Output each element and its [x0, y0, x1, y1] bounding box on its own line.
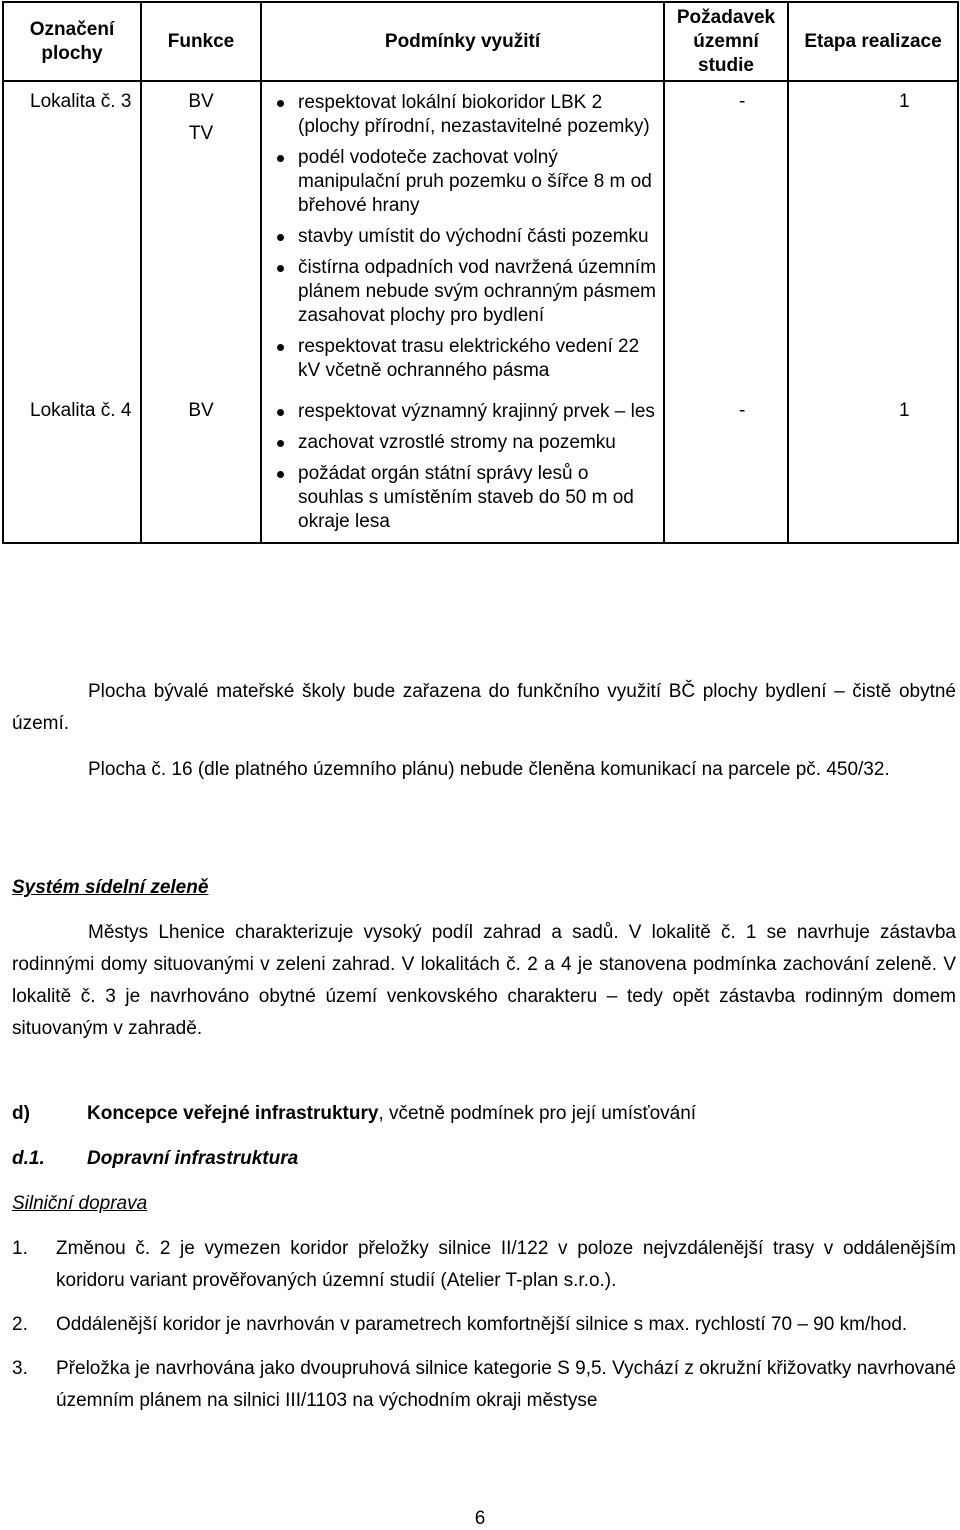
- bullet-icon: [277, 344, 284, 351]
- cell-etapa: [788, 81, 958, 391]
- list-item: [12, 1309, 956, 1341]
- section-d1-heading: [12, 1148, 298, 1170]
- conditions-list: [262, 400, 659, 534]
- table-row: [3, 391, 958, 543]
- table-header-row: [3, 2, 958, 81]
- header-etapa: Etapa realizace: [788, 2, 958, 81]
- condition-text: podél vodoteče zachovat volný manipulační pruh pozemku o šířce 8 m od břehové hrany: [298, 147, 652, 216]
- list-item: [262, 256, 659, 328]
- table-row: [3, 81, 958, 391]
- condition-text: požádat orgán státní správy lesů o souhlas s umístěním staveb do 50 m od okraje lesa: [298, 463, 634, 532]
- funkce-code: BV: [188, 400, 214, 421]
- paragraph-plocha-16: Plocha č. 16 (dle platného územního plánu) nebude členěna komunikací na parcele pč. 450/32.: [88, 759, 890, 780]
- section-number: d.1.: [12, 1148, 45, 1169]
- bullet-icon: [277, 265, 284, 272]
- list-number: 2.: [12, 1314, 28, 1335]
- cell-lokalita: [3, 81, 141, 391]
- page-number: 6: [474, 1508, 486, 1529]
- pozadavek-value: -: [739, 400, 746, 421]
- funkce-code: TV: [188, 123, 214, 144]
- list-number: 1.: [12, 1238, 28, 1259]
- header-pozadavek: Požadavek územní studie: [664, 2, 788, 81]
- bullet-icon: [277, 234, 284, 241]
- condition-text: respektovat významný krajinný prvek – les: [298, 401, 655, 422]
- list-item: [262, 225, 659, 249]
- cell-podminky: [261, 81, 664, 391]
- cell-etapa: [788, 391, 958, 543]
- list-item: [262, 146, 659, 218]
- section-number: d): [12, 1103, 30, 1124]
- cell-pozadavek: [664, 81, 788, 391]
- section-title: Dopravní infrastruktura: [87, 1148, 299, 1169]
- lokalita-label: Lokalita č. 3: [30, 91, 132, 112]
- paragraph-materska-skola: Plocha bývalé mateřské školy bude zařazena do funkčního využití BČ plochy bydlení – čistě obytné území.: [12, 681, 956, 734]
- condition-text: respektovat trasu elektrického vedení 22 kV včetně ochranného pásma: [298, 336, 640, 381]
- paragraph-green-system: Městys Lhenice charakterizuje vysoký podíl zahrad a sadů. V lokalitě č. 1 se navrhuje zástavba rodinnými domy situovanými v zeleni zahrad. V lokalitách č. 2 a 4 je stanovena podmínka zachování zeleně. V lokalitě č. 3 je navrhováno obytné území venkovského charakteru – tedy opět zástavba rodinným domem situovaným v zahradě.: [12, 922, 956, 1039]
- bullet-icon: [277, 100, 284, 107]
- list-item: [262, 400, 659, 424]
- regulation-table: [2, 1, 959, 544]
- numbered-list: [12, 1233, 956, 1417]
- list-text: Oddálenější koridor je navrhován v parametrech komfortnější silnice s max. rychlostí 70 – 90 km/hod.: [56, 1314, 908, 1335]
- list-text: Přeložka je navrhována jako dvoupruhová silnice kategorie S 9,5. Vychází z okružní křižovatky navrhované územním plánem na silnici III/1103 na východním okraji městyse: [56, 1358, 956, 1411]
- bullet-icon: [277, 409, 284, 416]
- section-d-heading: [12, 1103, 696, 1125]
- conditions-list: [262, 91, 659, 383]
- list-item: [12, 1353, 956, 1417]
- cell-pozadavek: [664, 391, 788, 543]
- section-title-rest: , včetně podmínek pro její umísťování: [378, 1103, 697, 1124]
- bullet-icon: [277, 471, 284, 478]
- list-item: [262, 431, 659, 455]
- list-text: Změnou č. 2 je vymezen koridor přeložky silnice II/122 v poloze nejvzdálenější trasy v oddálenějším koridoru variant prověřovaných územní studií (Atelier T-plan s.r.o.).: [56, 1238, 956, 1291]
- heading-green-system: Systém sídelní zeleně: [12, 877, 209, 898]
- funkce-code: BV: [188, 91, 214, 112]
- header-podminky: Podmínky využití: [261, 2, 664, 81]
- list-item: [262, 335, 659, 383]
- cell-podminky: [261, 391, 664, 543]
- condition-text: zachovat vzrostlé stromy na pozemku: [298, 432, 616, 453]
- section-title-bold: Koncepce veřejné infrastruktury: [87, 1103, 379, 1124]
- header-oznaceni: Označení plochy: [3, 2, 141, 81]
- lokalita-label: Lokalita č. 4: [30, 400, 132, 421]
- cell-funkce: [141, 81, 261, 391]
- cell-lokalita: [3, 391, 141, 543]
- bullet-icon: [277, 440, 284, 447]
- condition-text: čistírna odpadních vod navržená územním plánem nebude svým ochranným pásmem zasahovat plochy pro bydlení: [298, 257, 657, 326]
- etapa-value: 1: [899, 400, 910, 421]
- list-item: [262, 462, 659, 534]
- list-item: [12, 1233, 956, 1297]
- list-number: 3.: [12, 1358, 28, 1379]
- cell-funkce: [141, 391, 261, 543]
- condition-text: stavby umístit do východní části pozemku: [298, 226, 649, 247]
- header-funkce: Funkce: [141, 2, 261, 81]
- subheading-road-transport: Silniční doprava: [12, 1193, 148, 1214]
- bullet-icon: [277, 155, 284, 162]
- list-item: [262, 91, 659, 139]
- condition-text: respektovat lokální biokoridor LBK 2 (plochy přírodní, nezastavitelné pozemky): [298, 92, 650, 137]
- pozadavek-value: -: [739, 91, 746, 112]
- etapa-value: 1: [899, 91, 910, 112]
